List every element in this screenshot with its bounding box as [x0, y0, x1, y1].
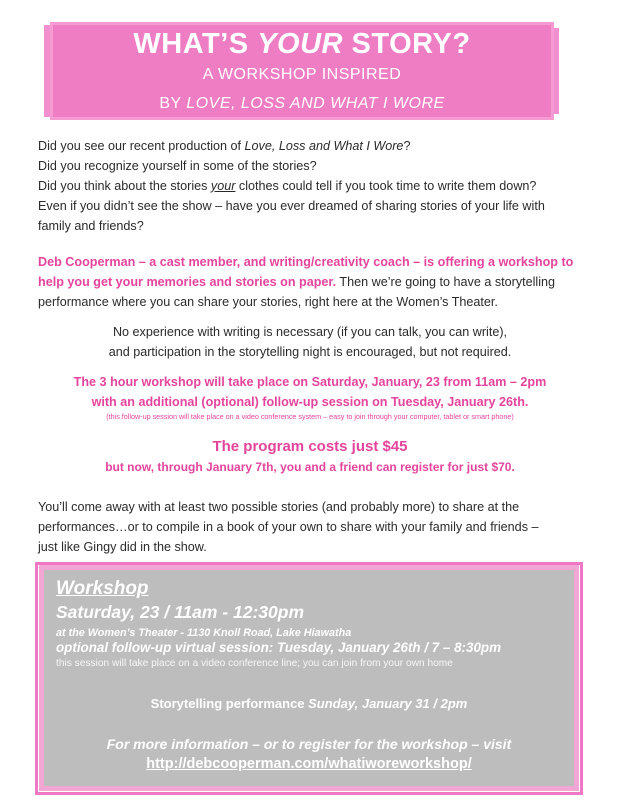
closing-line3: just like Gingy did in the show. [38, 540, 207, 554]
experience-line1: No experience with writing is necessary (if you can talk, you can write), [112, 325, 508, 339]
performance-date: Sunday, January 31 / 2pm [308, 696, 468, 711]
schedule-note: (this follow-up session will take place on a video conference system – easy to join through your computer, tablet or smart phone) [106, 412, 514, 421]
schedule-line1: The 3 hour workshop will take place on Saturday, January, 23 from 11am – 2pm [73, 375, 547, 389]
offer-text: Then we’re going to have a storytelling performance where you can share your stories, right here at the Women’s Theater. [38, 275, 556, 309]
intro-line1-post: ? [403, 139, 411, 153]
intro-line3 [38, 176, 598, 196]
intro-line3-pre: Did you think about the stories [38, 179, 211, 193]
schedule-paragraph [30, 372, 590, 422]
subtitle-line2 [50, 95, 554, 113]
subtitle-line2-pre: BY [159, 95, 187, 112]
intro-line2: Did you recognize yourself in some of the stories? [38, 159, 317, 173]
intro-paragraph [38, 136, 598, 236]
schedule-line2: with an additional (optional) follow-up session on Tuesday, January 26th. [91, 395, 529, 409]
intro-line1 [38, 136, 598, 156]
title-pre: WHAT’S [133, 28, 258, 60]
intro-line3-emphasis: your [210, 179, 236, 193]
page-title [50, 28, 554, 61]
registration-link[interactable]: http://debcooperman.com/whatiworeworkshop/ [146, 756, 472, 772]
price-headline: The program costs just $45 [212, 438, 408, 455]
closing-paragraph [38, 497, 598, 557]
intro-line5: family and friends? [38, 219, 144, 233]
price-paragraph [30, 437, 590, 477]
show-title: Love, Loss and What I Wore [244, 139, 404, 153]
offer-paragraph [38, 252, 598, 312]
workshop-heading: Workshop [56, 578, 149, 599]
performance-line [44, 696, 574, 711]
title-banner [50, 22, 554, 120]
intro-line3-post: clothes could tell if you took time to write them down? [235, 179, 537, 193]
more-info-line: For more information – or to register for the workshop – visit [106, 736, 512, 752]
offer-highlight: Deb Cooperman – a cast member, and writing/creativity coach – is offering a workshop to help you get your memories and stories on paper. [38, 255, 574, 289]
title-post: STORY? [343, 28, 471, 60]
workshop-info-box [44, 570, 574, 786]
performance-pre: Storytelling performance [150, 696, 309, 711]
price-deal: but now, through January 7th, you and a friend can register for just $70. [105, 460, 515, 474]
experience-line2: and participation in the storytelling night is encouraged, but not required. [108, 345, 512, 359]
experience-paragraph [30, 322, 590, 362]
intro-line1-pre: Did you see our recent production of [38, 139, 245, 153]
closing-line1: You’ll come away with at least two possible stories (and probably more) to share at the [38, 500, 520, 514]
closing-line2: performances…or to compile in a book of your own to share with your family and friends – [38, 520, 539, 534]
workshop-location: at the Women’s Theater - 1130 Knoll Road, Lake Hiawatha [56, 627, 352, 639]
subtitle-line2-emphasis: LOVE, LOSS AND WHAT I WORE [186, 95, 445, 112]
followup-note: this session will take place on a video conference line; you can join from your own home [56, 658, 453, 669]
intro-line4: Even if you didn’t see the show – have you ever dreamed of sharing stories of your life with [38, 199, 545, 213]
subtitle-line1: A WORKSHOP INSPIRED [202, 66, 402, 83]
workshop-date: Saturday, 23 / 11am - 12:30pm [56, 602, 305, 622]
title-emphasis: YOUR [257, 28, 343, 60]
followup-session: optional follow-up virtual session: Tuesday, January 26th / 7 – 8:30pm [56, 640, 501, 655]
